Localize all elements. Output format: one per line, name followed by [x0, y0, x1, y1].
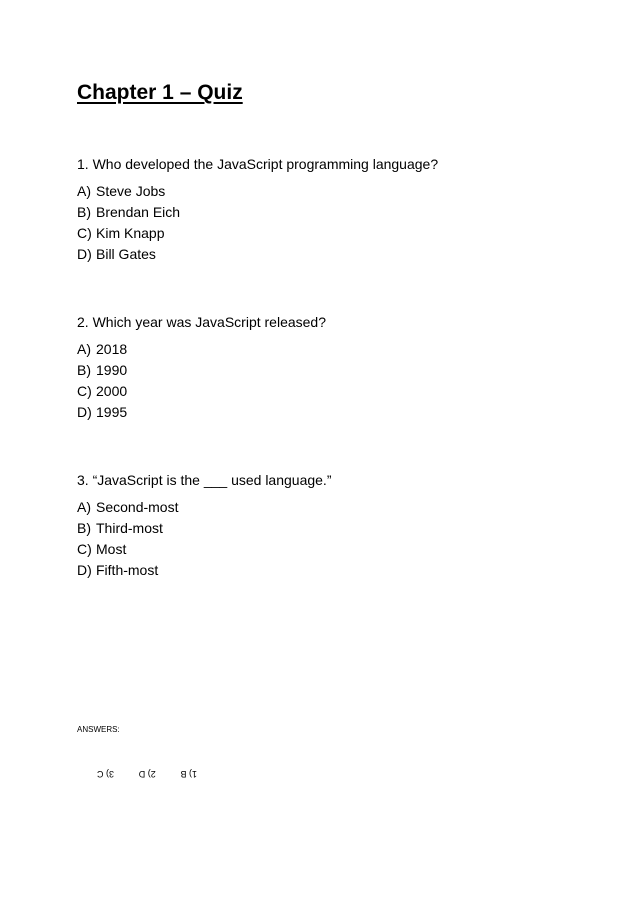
option-a: [77, 497, 577, 518]
option-text: 1990: [96, 362, 128, 378]
option-list: [77, 181, 577, 265]
option-list: [77, 339, 577, 423]
option-c: [77, 223, 577, 244]
option-letter: B): [77, 520, 91, 536]
option-a: [77, 181, 577, 202]
option-letter: A): [77, 499, 91, 515]
question-text: 2. Which year was JavaScript released?: [77, 314, 326, 330]
option-letter: B): [77, 362, 91, 378]
option-letter: C): [77, 541, 92, 557]
option-letter: B): [77, 204, 91, 220]
question-3: [77, 471, 577, 581]
option-b: [77, 518, 577, 539]
option-letter: A): [77, 341, 91, 357]
option-c: [77, 381, 577, 402]
option-text: 1995: [96, 404, 128, 420]
option-letter: D): [77, 404, 92, 420]
option-letter: D): [77, 562, 92, 578]
option-text: Second-most: [96, 499, 179, 515]
option-d: [77, 244, 577, 265]
answers-key-upside-down: [97, 768, 197, 780]
option-d: [77, 560, 577, 581]
option-text: Fifth-most: [96, 562, 159, 578]
answers-label: ANSWERS:: [77, 725, 120, 734]
page-title: Chapter 1 – Quiz: [77, 81, 243, 104]
option-letter: A): [77, 183, 91, 199]
option-letter: C): [77, 225, 92, 241]
answer-item: 2) D: [138, 769, 156, 779]
option-text: Steve Jobs: [96, 183, 166, 199]
option-letter: D): [77, 246, 92, 262]
question-text: 3. “JavaScript is the ___ used language.”: [77, 472, 332, 488]
question-2: [77, 313, 577, 423]
option-text: Most: [96, 541, 127, 557]
option-text: Third-most: [96, 520, 163, 536]
option-d: [77, 402, 577, 423]
option-text: 2018: [96, 341, 128, 357]
option-a: [77, 339, 577, 360]
option-text: 2000: [96, 383, 128, 399]
option-b: [77, 202, 577, 223]
question-text: 1. Who developed the JavaScript programming language?: [77, 156, 439, 172]
option-c: [77, 539, 577, 560]
question-1: [77, 155, 577, 265]
option-letter: C): [77, 383, 92, 399]
option-list: [77, 497, 577, 581]
answer-item: 3) C: [97, 769, 115, 779]
option-b: [77, 360, 577, 381]
option-text: Brendan Eich: [96, 204, 181, 220]
answer-item: 1) B: [180, 769, 197, 779]
option-text: Kim Knapp: [96, 225, 165, 241]
option-text: Bill Gates: [96, 246, 156, 262]
